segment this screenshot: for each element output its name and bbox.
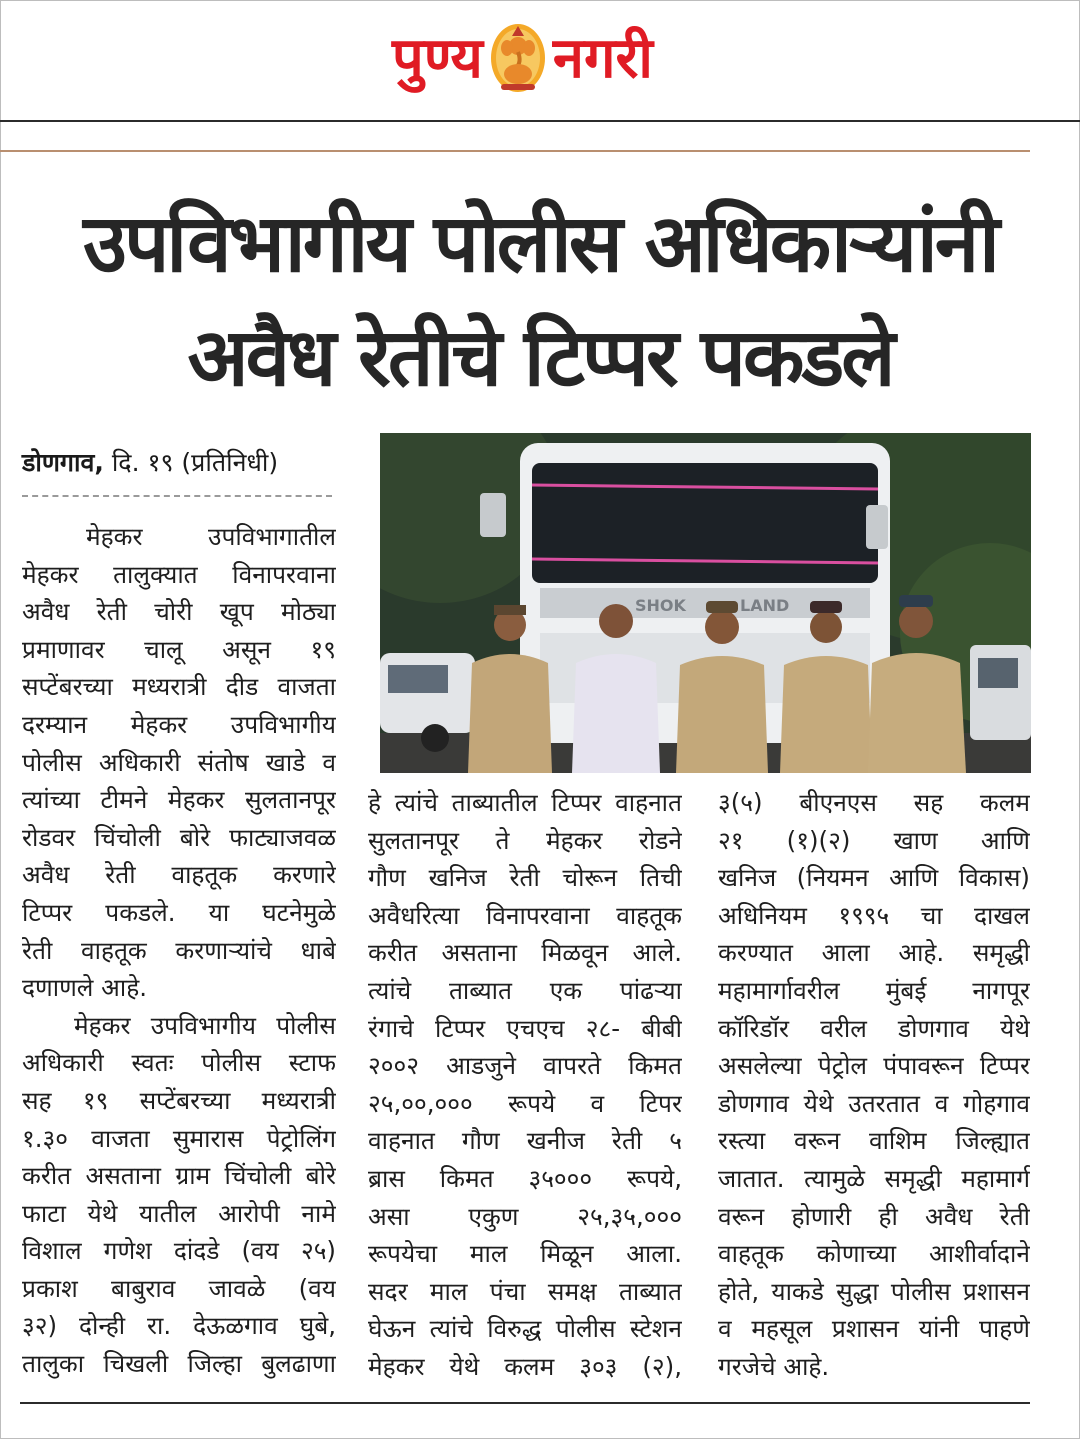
- column-line: असा एकुण २५,३५,०००: [368, 1201, 682, 1231]
- headline-line-2: अवैध रेतीचे टिप्पर पकडले: [187, 311, 893, 404]
- column-line: टिप्पर पकडले. या घटनेमुळे: [22, 897, 336, 927]
- column-line: गौण खनिज रेती चोरून तिची: [368, 863, 682, 893]
- column-line: ब्रास किमत ३५००० रूपये,: [368, 1163, 682, 1193]
- column-line: कॉरिडॉर वरील डोणगाव येथे: [718, 1013, 1030, 1043]
- column-line: फाटा येथे यातील आरोपी नामे: [22, 1198, 336, 1228]
- column-line: असलेल्या पेट्रोल पंपावरून टिप्पर: [718, 1051, 1030, 1081]
- column-line: प्रमाणावर चालू असून १९: [22, 634, 336, 664]
- column-line: रूपयेचा माल मिळून आला.: [368, 1239, 682, 1269]
- column-line: ३२) दोन्ही रा. देऊळगाव घुबे,: [22, 1311, 336, 1341]
- column-line: त्यांचे ताब्यात एक पांढऱ्या: [368, 975, 682, 1005]
- police-with-tipper-photo: [380, 433, 1031, 773]
- column-line: खनिज (नियमन आणि विकास): [718, 863, 1030, 893]
- column-line: वाहनात गौण खनीज रेती ५: [368, 1126, 682, 1156]
- dateline-dashed-rule: [22, 495, 332, 497]
- column-line: ३(५) बीएनएस सह कलम: [718, 788, 1030, 817]
- dateline: [22, 445, 278, 479]
- section-divider: [0, 150, 1030, 152]
- column-line: तालुका चिखली जिल्हा बुलढाणा: [22, 1349, 336, 1379]
- column-line: रस्त्या वरून वाशिम जिल्ह्यात: [718, 1126, 1030, 1156]
- column-line: करण्यात आला आहे. समृद्धी: [718, 938, 1030, 968]
- column-line: होते, याकडे सुद्धा पोलीस प्रशासन: [718, 1276, 1030, 1306]
- bottom-rule: [20, 1402, 1030, 1404]
- column-line: जातात. त्यामुळे समृद्धी महामार्ग: [718, 1163, 1030, 1193]
- column-line: त्यांच्या टीमने मेहकर सुलतानपूर: [22, 785, 336, 815]
- column-line: दरम्यान मेहकर उपविभागीय: [22, 709, 336, 739]
- logo-text-left: पुण्य: [392, 26, 483, 91]
- dateline-place: डोणगाव,: [22, 448, 104, 477]
- column-line: दणाणले आहे.: [22, 973, 148, 1003]
- column-line: २५,००,००० रूपये व टिपर: [368, 1088, 682, 1118]
- column-line: सह १९ सप्टेंबरच्या मध्यरात्री: [22, 1085, 336, 1115]
- column-line: २००२ आडजुने वापरते किमत: [368, 1051, 682, 1081]
- column-line: प्रकाश बाबुराव जावळे (वय: [22, 1273, 336, 1303]
- column-line: रेती वाहतूक करणाऱ्यांचे धाबे: [22, 935, 336, 965]
- column-line: मेहकर उपविभागीय पोलीस: [74, 1010, 336, 1040]
- logo-text-right: नगरी: [552, 26, 653, 91]
- column-line: सप्टेंबरच्या मध्यरात्री दीड वाजता: [22, 672, 336, 702]
- column-line: अधिकारी स्वतः पोलीस स्टाफ: [22, 1048, 336, 1078]
- headline-line-1: उपविभागीय पोलीस अधिकाऱ्यांनी: [83, 197, 997, 290]
- column-line: डोणगाव येथे उतरतात व गोहगाव: [718, 1088, 1030, 1118]
- newspaper-logo[interactable]: [392, 14, 653, 98]
- column-line: सदर माल पंचा समक्ष ताब्यात: [368, 1276, 682, 1306]
- column-line: व महसूल प्रशासन यांनी पाहणे: [718, 1314, 1030, 1344]
- column-line: १.३० वाजता सुमारास पेट्रोलिंग: [22, 1123, 336, 1153]
- masthead-rule: [0, 120, 1080, 122]
- column-line: करीत असताना ग्राम चिंचोली बोरे: [22, 1161, 336, 1191]
- column-line: मेहकर तालुक्यात विनापरवाना: [22, 559, 336, 589]
- ganesha-emblem-icon: [489, 18, 547, 94]
- column-line: गरजेचे आहे.: [718, 1351, 830, 1381]
- column-line: वरून होणारी ही अवैध रेती: [718, 1201, 1030, 1231]
- column-line: महामार्गावरील मुंबई नागपूर: [718, 975, 1030, 1005]
- article-column-3: [718, 784, 1030, 1386]
- column-line: रंगाचे टिप्पर एचएच २८- बीबी: [368, 1013, 682, 1043]
- dateline-rest: दि. १९ (प्रतिनिधी): [111, 448, 279, 477]
- truck-badge-right: LAND: [740, 596, 790, 615]
- column-line: घेऊन त्यांचे विरुद्ध पोलीस स्टेशन: [368, 1314, 682, 1344]
- column-line: सुलतानपूर ते मेहकर रोडने: [368, 825, 682, 855]
- column-line: वाहतूक कोणाच्या आशीर्वादाने: [718, 1239, 1030, 1269]
- column-line: विशाल गणेश दांदडे (वय २५): [22, 1236, 336, 1266]
- truck-badge-left: SHOK: [635, 596, 686, 615]
- column-line: २१ (१)(२) खाण आणि: [718, 825, 1030, 855]
- article-column-2: [368, 784, 682, 1386]
- column-line: अवैधरित्या विनापरवाना वाहतूक: [368, 900, 682, 930]
- news-photo: [380, 433, 1031, 773]
- article-column-1: [22, 518, 336, 1383]
- column-line: करीत असताना मिळवून आले.: [368, 938, 682, 968]
- column-line: हे त्यांचे ताब्यातील टिप्पर वाहनात: [368, 788, 682, 817]
- column-line: रोडवर चिंचोली बोरे फाट्याजवळ: [22, 822, 336, 852]
- masthead: [0, 0, 1080, 120]
- column-line: अवैध रेती चोरी खूप मोठ्या: [22, 597, 336, 627]
- column-line: अवैध रेती वाहतूक करणारे: [22, 860, 336, 890]
- column-line: अधिनियम १९९५ चा दाखल: [718, 900, 1030, 930]
- column-line: मेहकर येथे कलम ३०३ (२),: [368, 1351, 682, 1381]
- column-line: पोलीस अधिकारी संतोष खाडे व: [22, 747, 336, 777]
- column-line: मेहकर उपविभागातील: [86, 522, 336, 551]
